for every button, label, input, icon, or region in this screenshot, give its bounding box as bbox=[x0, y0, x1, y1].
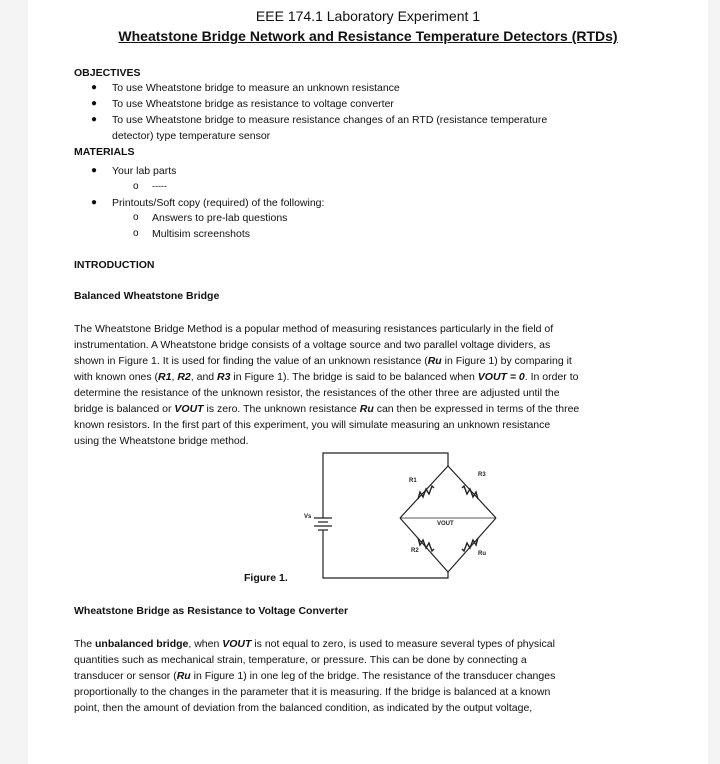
balanced-bridge-heading: Balanced Wheatstone Bridge bbox=[74, 290, 220, 302]
converter-heading: Wheatstone Bridge as Resistance to Voltage Converter bbox=[74, 605, 349, 617]
r2-label: R2 bbox=[411, 548, 419, 554]
r1-label: R1 bbox=[409, 478, 417, 484]
introduction-heading: INTRODUCTION bbox=[74, 259, 155, 271]
objective-item-continued: detector) type temperature sensor bbox=[112, 130, 271, 142]
r3-branch bbox=[448, 466, 496, 518]
vs-label: Vs bbox=[304, 514, 312, 520]
r2-resistor-icon bbox=[418, 538, 434, 551]
materials-subitem: ----- bbox=[152, 181, 167, 191]
materials-heading: MATERIALS bbox=[74, 146, 135, 158]
ru-resistor-icon bbox=[462, 538, 478, 551]
introduction-paragraph: The Wheatstone Bridge Method is a popular method of measuring resistances particularly in the field of instrumentation. A Wheatstone bridge consists of a voltage source and two parallel voltage dividers, as shown in Figure 1. It is used for finding the value of an unknown resistance (Ru in Figure 1) by comparing it with known ones (R1, R2, and R3 in Figure 1). The bridge is said to be balanced when VOUT = 0. In order to determine the resistance of the unknown resistor, the resistances of the other three are adjusted until the bridge is balanced or VOUT is zero. The unknown resistance Ru can then be expressed in terms of the three known resistors. In the first part of this experiment, you will simulate measuring an unknown resistance using the Wheatstone bridge method. bbox=[74, 323, 580, 447]
materials-item: Printouts/Soft copy (required) of the following: bbox=[112, 197, 325, 209]
objective-item: To use Wheatstone bridge as resistance to voltage converter bbox=[112, 98, 394, 110]
document-title: EEE 174.1 Laboratory Experiment 1 bbox=[255, 8, 481, 24]
objective-item: To use Wheatstone bridge to measure resistance changes of an RTD (resistance temperature bbox=[112, 114, 548, 126]
figure-caption: Figure 1. bbox=[244, 572, 288, 584]
materials-subitem: Answers to pre-lab questions bbox=[152, 212, 288, 224]
hollow-bullet-icon: o bbox=[133, 181, 139, 192]
objective-item: To use Wheatstone bridge to measure an unknown resistance bbox=[112, 82, 400, 94]
r3-label: R3 bbox=[478, 472, 486, 478]
document-page bbox=[28, 0, 708, 764]
hollow-bullet-icon: o bbox=[133, 212, 139, 223]
bullet-icon: ● bbox=[91, 98, 98, 109]
r3-resistor-icon bbox=[462, 486, 478, 499]
bullet-icon: ● bbox=[91, 82, 98, 93]
bullet-icon: ● bbox=[91, 114, 98, 125]
wheatstone-bridge-diagram bbox=[278, 448, 518, 583]
bullet-icon: ● bbox=[91, 165, 98, 176]
ru-label: Ru bbox=[478, 551, 486, 557]
vout-label: VOUT bbox=[437, 521, 454, 527]
document-subtitle: Wheatstone Bridge Network and Resistance Temperature Detectors (RTDs) bbox=[118, 28, 618, 44]
ru-branch bbox=[448, 518, 496, 572]
bullet-icon: ● bbox=[91, 197, 98, 208]
r1-resistor-icon bbox=[418, 486, 434, 499]
materials-subitem: Multisim screenshots bbox=[152, 228, 251, 240]
objectives-heading: OBJECTIVES bbox=[74, 67, 141, 79]
materials-item: Your lab parts bbox=[112, 165, 177, 177]
r1-branch bbox=[400, 466, 448, 518]
converter-paragraph: The unbalanced bridge, when VOUT is not equal to zero, is used to measure several types of physical quantities such as mechanical strain, temperature, or pressure. This can be done by connecting a transducer or sensor (Ru in Figure 1) in one leg of the bridge. The resistance of the transducer changes proportionally to the changes in the parameter that it is measuring. If the bridge is balanced at a known point, then the amount of deviation from the balanced condition, as indicated by the output voltage, bbox=[74, 638, 556, 714]
hollow-bullet-icon: o bbox=[133, 228, 139, 239]
bottom-wire bbox=[323, 530, 448, 578]
